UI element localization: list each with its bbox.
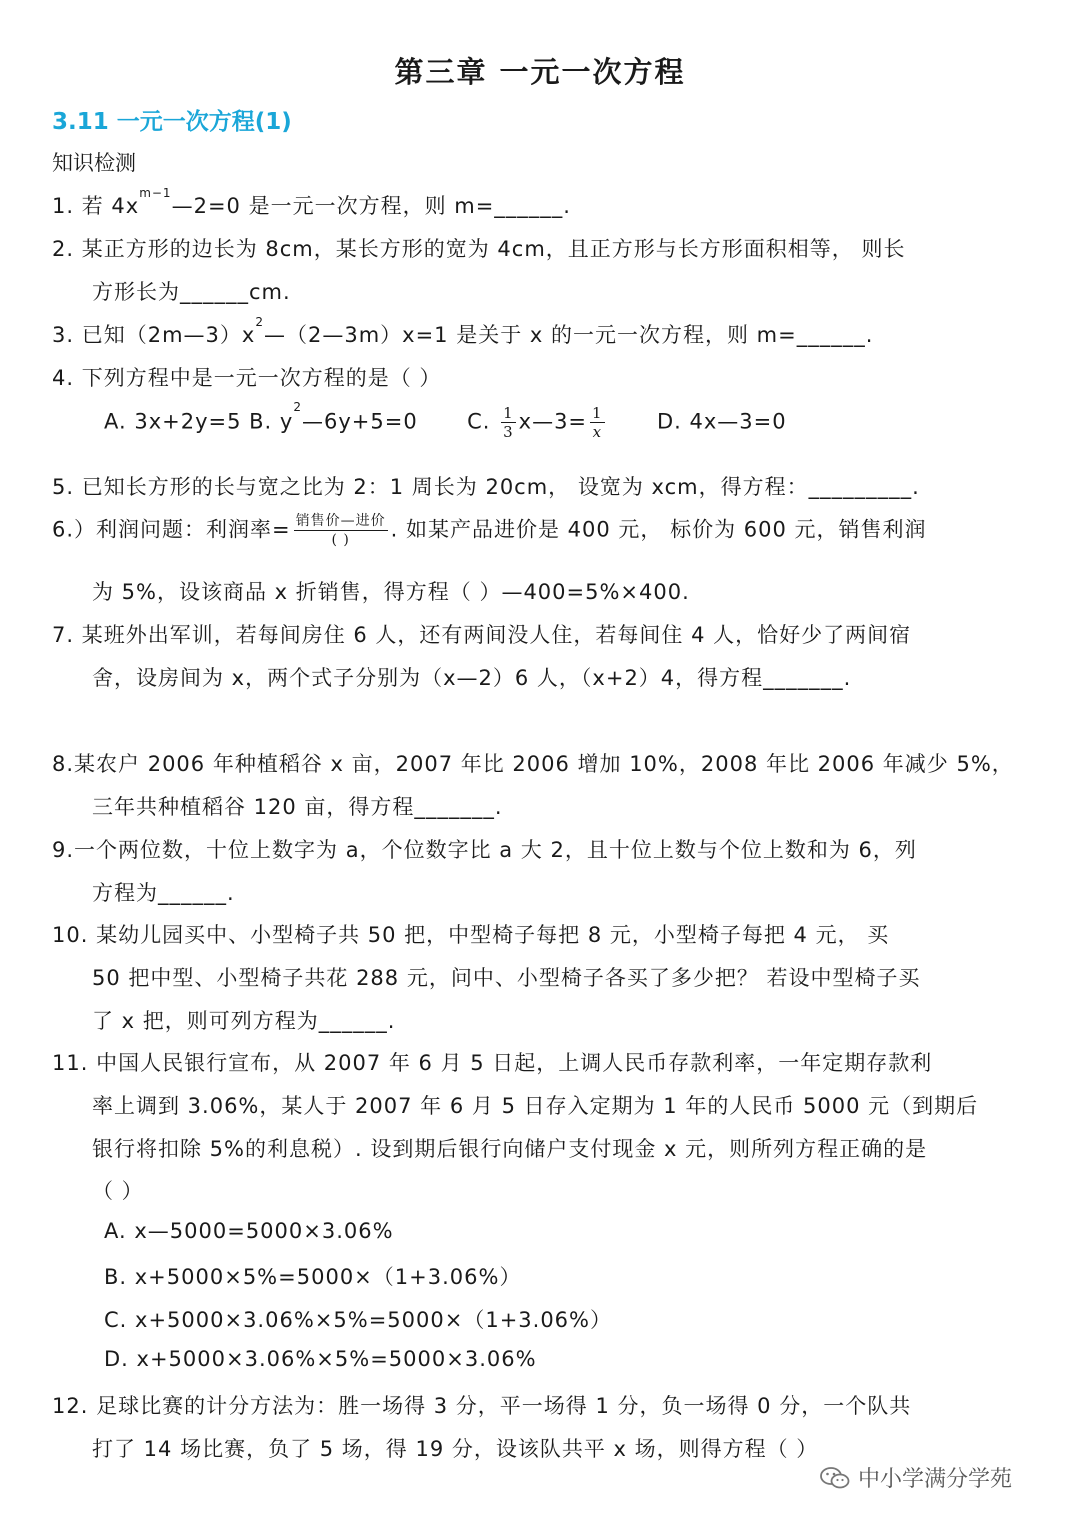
question-5: 5. 已知长方形的长与宽之比为 2：1 周长为 20cm， 设宽为 xcm，得方程：_________. — [52, 475, 920, 499]
question-7-line-2: 舍，设房间为 x，两个式子分别为（x—2）6 人，（x+2）4，得方程_______. — [92, 666, 852, 690]
question-8-line-1: 8.某农户 2006 年种植稻谷 x 亩，2007 年比 2006 增加 10%，2008 年比 2006 年减少 5%， — [52, 752, 1014, 776]
question-12-line-1: 12. 足球比赛的计分方法为：胜一场得 3 分，平一场得 1 分，负一场得 0 分，一个队共 — [52, 1394, 912, 1418]
question-6-line-1: 6.）利润问题：利润率= $\frac{\text{销售价—进价}}{( )}$ . 如某产品进价是 400 元， 标价为 600 元，销售利润 — [52, 513, 927, 548]
chapter-title: 第三章 一元一次方程 — [394, 55, 686, 89]
question-11-option-d: D. x+5000×3.06%×5%=5000×3.06% — [104, 1347, 537, 1371]
question-11-line-3: 银行将扣除 5%的利息税）. 设到期后银行向储户支付现金 x 元，则所列方程正确的是 — [92, 1137, 928, 1161]
watermark: 中小学满分学苑 — [820, 1462, 1012, 1493]
profit-rate-fraction: $\frac{\text{销售价—进价}}{( )}$ — [295, 513, 386, 548]
question-9-line-1: 9.一个两位数，十位上数字为 a，个位数字比 a 大 2，且十位上数与个位上数和为 6，列 — [52, 838, 917, 862]
question-11-option-a: A. x—5000=5000×3.06% — [104, 1219, 394, 1243]
question-11-line-1: 11. 中国人民银行宣布，从 2007 年 6 月 5 日起，上调人民币存款利率，一年定期存款利 — [52, 1051, 933, 1075]
question-1: 1. 若 $4x^{m-1}—2=0$ 是一元一次方程，则 m=______. — [52, 186, 571, 218]
question-10-line-1: 10. 某幼儿园买中、小型椅子共 50 把，中型椅子每把 8 元，小型椅子每把 4 元， 买 — [52, 923, 890, 947]
question-11-line-4: （ ） — [92, 1179, 144, 1203]
question-2-line-2: 方形长为______cm. — [92, 280, 291, 304]
question-6-line-2: 为 5%，设该商品 x 折销售，得方程（ ）—400=5%×400. — [92, 580, 690, 604]
wechat-icon — [820, 1466, 850, 1490]
question-4-stem: 4. 下列方程中是一元一次方程的是（ ） — [52, 366, 442, 390]
question-10-line-3: 了 x 把，则可列方程为______. — [92, 1009, 396, 1033]
question-4-options: A. 3x+2y=5 B. $y^2—6y+5=0$ C. $\frac{1}{3}$ x—3= $\frac{1}{x}$ D. 4x—3=0 — [104, 400, 787, 441]
question-8-line-2: 三年共种植稻谷 120 亩，得方程_______. — [92, 795, 503, 819]
question-11-line-2: 率上调到 3.06%，某人于 2007 年 6 月 5 日存入定期为 1 年的人民币 5000 元（到期后 — [92, 1094, 979, 1118]
fraction-one-over-x: $\frac{1}{x}$ — [592, 404, 603, 441]
question-3: 3. 已知$(2m—3)x^2—(2—3m)x=1$ 是关于 x 的一元一次方程，则 m=______. — [52, 315, 874, 347]
question-2-line-1: 2. 某正方形的边长为 8cm，某长方形的宽为 4cm，且正方形与长方形面积相等， 则长 — [52, 237, 906, 261]
section-heading: 3.11 一元一次方程(1) — [52, 109, 292, 135]
question-12-line-2: 打了 14 场比赛，负了 5 场，得 19 分，设该队共平 x 场，则得方程（ ） — [92, 1437, 819, 1461]
question-11-option-b: B. x+5000×5%=5000×（1+3.06%） — [104, 1265, 522, 1289]
question-10-line-2: 50 把中型、小型椅子共花 288 元，问中、小型椅子各买了多少把？ 若设中型椅子买 — [92, 966, 921, 990]
subheading: 知识检测 — [52, 151, 136, 175]
question-7-line-1: 7. 某班外出军训，若每间房住 6 人，还有两间没人住，若每间住 4 人，恰好少了两间宿 — [52, 623, 912, 647]
fraction-one-third: $\frac{1}{3}$ — [503, 404, 514, 441]
question-11-option-c: C. x+5000×3.06%×5%=5000×（1+3.06%） — [104, 1308, 613, 1332]
question-9-line-2: 方程为______. — [92, 881, 235, 905]
